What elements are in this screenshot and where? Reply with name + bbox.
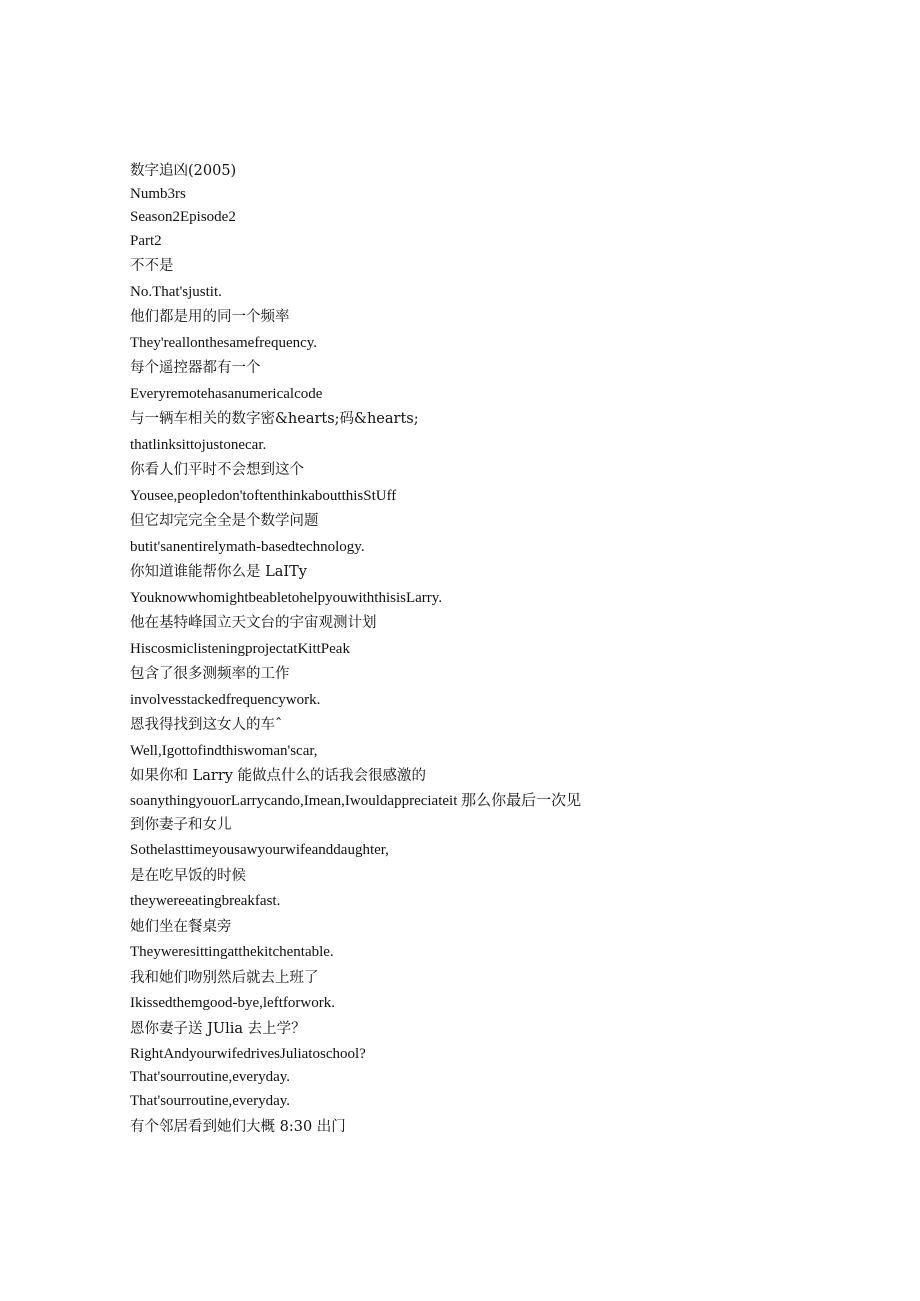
subtitle-line-en: That'sourroutine,everyday. xyxy=(130,1069,291,1085)
title-line: 数字追凶(2005) xyxy=(130,163,237,179)
subtitle-line-zh: 你看人们平时不会想到这个 xyxy=(130,462,304,478)
subtitle-line-en: HiscosmiclisteningprojectatKittPeak xyxy=(130,640,350,657)
subtitle-line-zh: 如果你和 Larry 能做点什么的话我会很感激的 xyxy=(130,768,427,784)
subtitle-line-en: Well,Igottofindthiswoman'scar, xyxy=(130,742,318,759)
subtitle-line-en: Yousee,peopledon'toftenthinkaboutthisStUff xyxy=(130,487,397,504)
subtitle-line-en: Theyweresittingatthekitchentable. xyxy=(130,944,334,960)
subtitle-line-zh: 她们坐在餐桌旁 xyxy=(130,918,232,935)
subtitle-line-zh: 他在基特峰国立天文台的宇宙观测计划 xyxy=(130,615,377,631)
subtitle-line-en: Everyremotehasanumericalcode xyxy=(130,385,323,402)
subtitle-line-zh: 是在吃早饭的时候 xyxy=(130,867,246,884)
subtitle-line-en: Sothelasttimeyousawyourwifeanddaughter, xyxy=(130,842,389,858)
subtitle-line-en: YouknowwhomightbeabletohelpyouwiththisisLarry. xyxy=(130,589,443,606)
subtitle-line-en: That'sourroutine,everyday. xyxy=(130,1093,291,1109)
subtitle-line-en: RightAndyourwifedrivesJuliatoschool? xyxy=(130,1046,366,1062)
subtitle-line-zh: 到你妻子和女儿 xyxy=(130,816,232,833)
subtitle-line-zh: 他们都是用的同一个频率 xyxy=(130,309,290,325)
subtitle-line-en: No.That'sjustit. xyxy=(130,283,222,300)
subtitle-line-zh: 包含了很多测频率的工作 xyxy=(130,666,290,682)
subtitle-line-zh: 恩你妻子送 JUlia 去上学？ xyxy=(130,1020,306,1037)
subtitle-line-en: Ikissedthemgood-bye,leftforwork. xyxy=(130,995,335,1011)
subtitle-line-zh: 有个邻居看到她们大概 8:30 出门 xyxy=(130,1118,346,1135)
part-line: Part2 xyxy=(130,233,162,249)
subtitle-line-zh: 与一辆车相关的数字密&hearts;码&hearts; xyxy=(130,411,419,427)
subtitle-line-en: butit'sanentirelymath-basedtechnology. xyxy=(130,538,365,555)
subtitle-line-mixed: soanythingyouorLarrycando,Imean,Iwouldappreciateit 那么你最后一次见 xyxy=(130,792,582,809)
subtitle-line-en: theywereeatingbreakfast. xyxy=(130,893,281,909)
show-name-line: Numb3rs xyxy=(130,186,186,202)
subtitle-line-zh: 但它却完完全全是个数学问题 xyxy=(130,513,319,529)
subtitle-line-zh: 我和她们吻别然后就去上班了 xyxy=(130,969,319,986)
subtitle-line-zh: 你知道谁能帮你么是 LaITy xyxy=(130,564,307,580)
subtitle-line-zh: 不不是 xyxy=(130,258,174,274)
transcript-text xyxy=(130,160,830,1140)
subtitle-line-zh: 恩我得找到这女人的车ˆ xyxy=(130,717,283,733)
subtitle-line-en: involvesstackedfrequencywork. xyxy=(130,691,321,708)
episode-line: Season2Episode2 xyxy=(130,209,236,225)
subtitle-line-zh: 每个遥控器都有一个 xyxy=(130,360,261,376)
subtitle-line-en: They'reallonthesamefrequency. xyxy=(130,334,318,351)
subtitle-line-en: thatlinksittojustonecar. xyxy=(130,436,267,453)
